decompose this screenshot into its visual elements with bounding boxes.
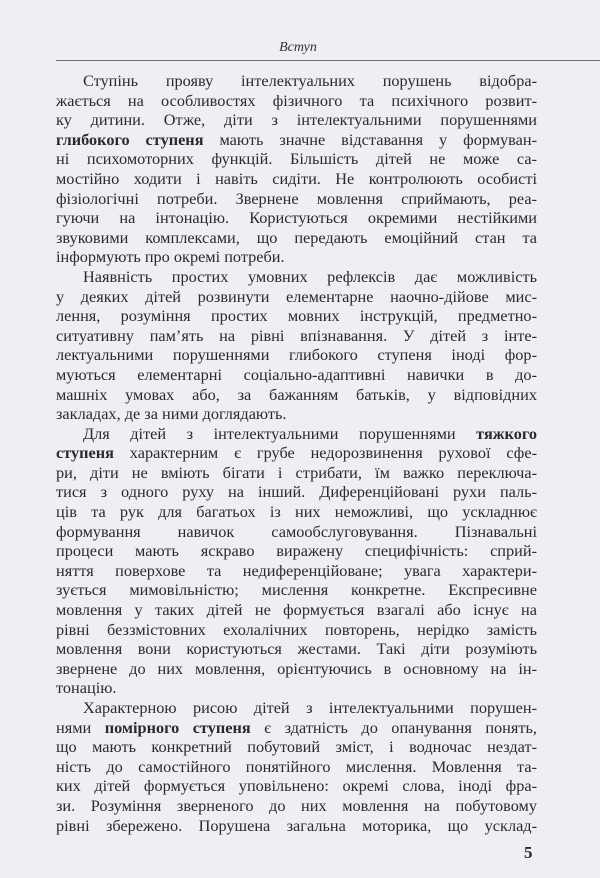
text-segment: формування навичок самообслуговування. Пізнавальні [56, 521, 537, 541]
text-segment: рівні беззмістовних ехолалічних повторень, нерідко замість [56, 619, 537, 639]
text-line [56, 424, 537, 444]
text-segment: машніх умовах або, за бажанням батьків, у відповідних [56, 384, 537, 404]
text-line [56, 71, 537, 91]
text-segment: ких дітей формується уповільнено: окремі слова, іноді фра- [56, 776, 537, 796]
text-segment: що мають конкретний побутовий зміст, і водночас нездат- [56, 737, 537, 757]
text-line [56, 110, 537, 130]
text-segment: муються елементарні соціально-адаптивні навички в до- [56, 364, 537, 384]
text-line [56, 580, 537, 600]
text-line [56, 385, 537, 405]
text-segment: гуючи на інтонацію. Користуються окремими нестійкими [56, 208, 537, 228]
bold-term: тяжкого [476, 423, 537, 443]
text-line [56, 130, 537, 150]
text-segment: є здатність до опанування понять, [250, 717, 537, 737]
text-line [56, 776, 537, 796]
bold-term: помірного ступеня [104, 717, 251, 737]
text-segment: інформують про окремі потреби. [56, 247, 285, 267]
text-segment: ні психомоторних функцій. Більшість дітей не може са- [56, 149, 537, 169]
text-segment: лення, розуміння простих мовних інструкцій, предметно- [56, 306, 537, 326]
text-line [56, 189, 537, 209]
text-line [56, 522, 537, 542]
text-segment: мовлення вони користуються жестами. Такі діти розуміють [56, 639, 537, 659]
text-line [56, 267, 537, 287]
text-line [56, 678, 537, 698]
text-line [56, 718, 537, 738]
header-title: Вступ [279, 40, 317, 55]
text-line [56, 502, 537, 522]
paragraph [56, 698, 537, 835]
text-segment: характерним є грубе недорозвинення рухової сфе- [113, 443, 537, 463]
text-line [56, 208, 537, 228]
text-segment: ців та рук для багатьох із них неможливі, що ускладнює [56, 502, 537, 522]
text-segment: тися з одного руху на інший. Диференційовані рухи паль- [56, 482, 537, 502]
text-line [56, 659, 537, 679]
text-segment: звернене до них мовлення, орієнтуючись в основному на ін- [56, 658, 537, 678]
text-segment: закладах, де за ними доглядають. [56, 404, 287, 424]
text-segment: мовлення у таких дітей не формується взагалі або існує на [56, 600, 537, 620]
text-line [56, 345, 537, 365]
text-segment: у деяких дітей розвинути елементарне наочно-дійове мис- [56, 286, 537, 306]
text-line [56, 737, 537, 757]
text-segment: жається на особливостях фізичного та психічного розвит- [56, 90, 537, 110]
text-segment: мають значне відставання у формуван- [203, 129, 538, 149]
running-header [56, 36, 600, 61]
text-line [56, 639, 537, 659]
text-segment: ситуативну пам’ять на рівні впізнавання. У дітей з інте- [56, 325, 537, 345]
text-line [56, 600, 537, 620]
text-segment: ність до самостійного понятійного мислення. Мовлення та- [56, 756, 537, 776]
text-line [56, 463, 537, 483]
paragraph [56, 71, 537, 267]
page-number: 5 [524, 843, 533, 862]
text-line [56, 287, 537, 307]
text-segment: ри, діти не вміють бігати і стрибати, їм важко переключа- [56, 462, 537, 482]
text-line [56, 482, 537, 502]
text-segment: Наявність простих умовних рефлексів дає можливість [83, 266, 537, 286]
text-line [56, 306, 537, 326]
text-line [56, 247, 537, 267]
text-segment: звуковими комплексами, що передають емоційний стан та [56, 227, 537, 247]
text-segment: рівні збережено. Порушена загальна моторика, що усклад- [56, 815, 537, 835]
paragraph [56, 267, 537, 424]
bold-term: глибокого ступеня [56, 129, 204, 149]
text-segment: процеси мають яскраво виражену специфічність: сприй- [56, 541, 537, 561]
text-line [56, 620, 537, 640]
text-segment: тонацію. [56, 678, 117, 698]
text-segment: зи. Розуміння зверненого до них мовлення на побутовому [56, 795, 537, 815]
text-line [56, 326, 537, 346]
text-line [56, 443, 537, 463]
text-line [56, 698, 537, 718]
text-line [56, 228, 537, 248]
text-segment: Ступінь прояву інтелектуальних порушень відобра- [83, 71, 537, 90]
text-line [56, 757, 537, 777]
text-line [56, 561, 537, 581]
text-segment: Характерною рисою дітей з інтелектуальними порушен- [83, 698, 537, 717]
paragraph [56, 424, 537, 698]
text-line [56, 169, 537, 189]
text-segment: няття поверхове та недиференційоване; увага характери- [56, 560, 537, 580]
text-segment: лектуальними порушеннями глибокого ступеня іноді фор- [56, 345, 537, 365]
bold-term: ступеня [56, 443, 114, 463]
text-line [56, 541, 537, 561]
text-line [56, 404, 537, 424]
text-segment: нями [56, 717, 105, 737]
text-segment: Для дітей з інтелектуальними порушеннями [83, 423, 477, 443]
body-text [56, 71, 537, 835]
text-line [56, 365, 537, 385]
text-segment: мостійно ходити і навіть сидіти. Не контролюють особисті [56, 168, 537, 188]
text-line [56, 816, 537, 836]
text-line [56, 796, 537, 816]
text-segment: фізіологічні потреби. Звернене мовлення сприймають, реа- [56, 188, 537, 208]
text-segment: зується мимовільністю; мислення конкретне. Експресивне [56, 580, 537, 600]
text-line [56, 91, 537, 111]
text-segment: ку дитини. Отже, діти з інтелектуальними порушеннями [56, 110, 537, 130]
text-line [56, 149, 537, 169]
